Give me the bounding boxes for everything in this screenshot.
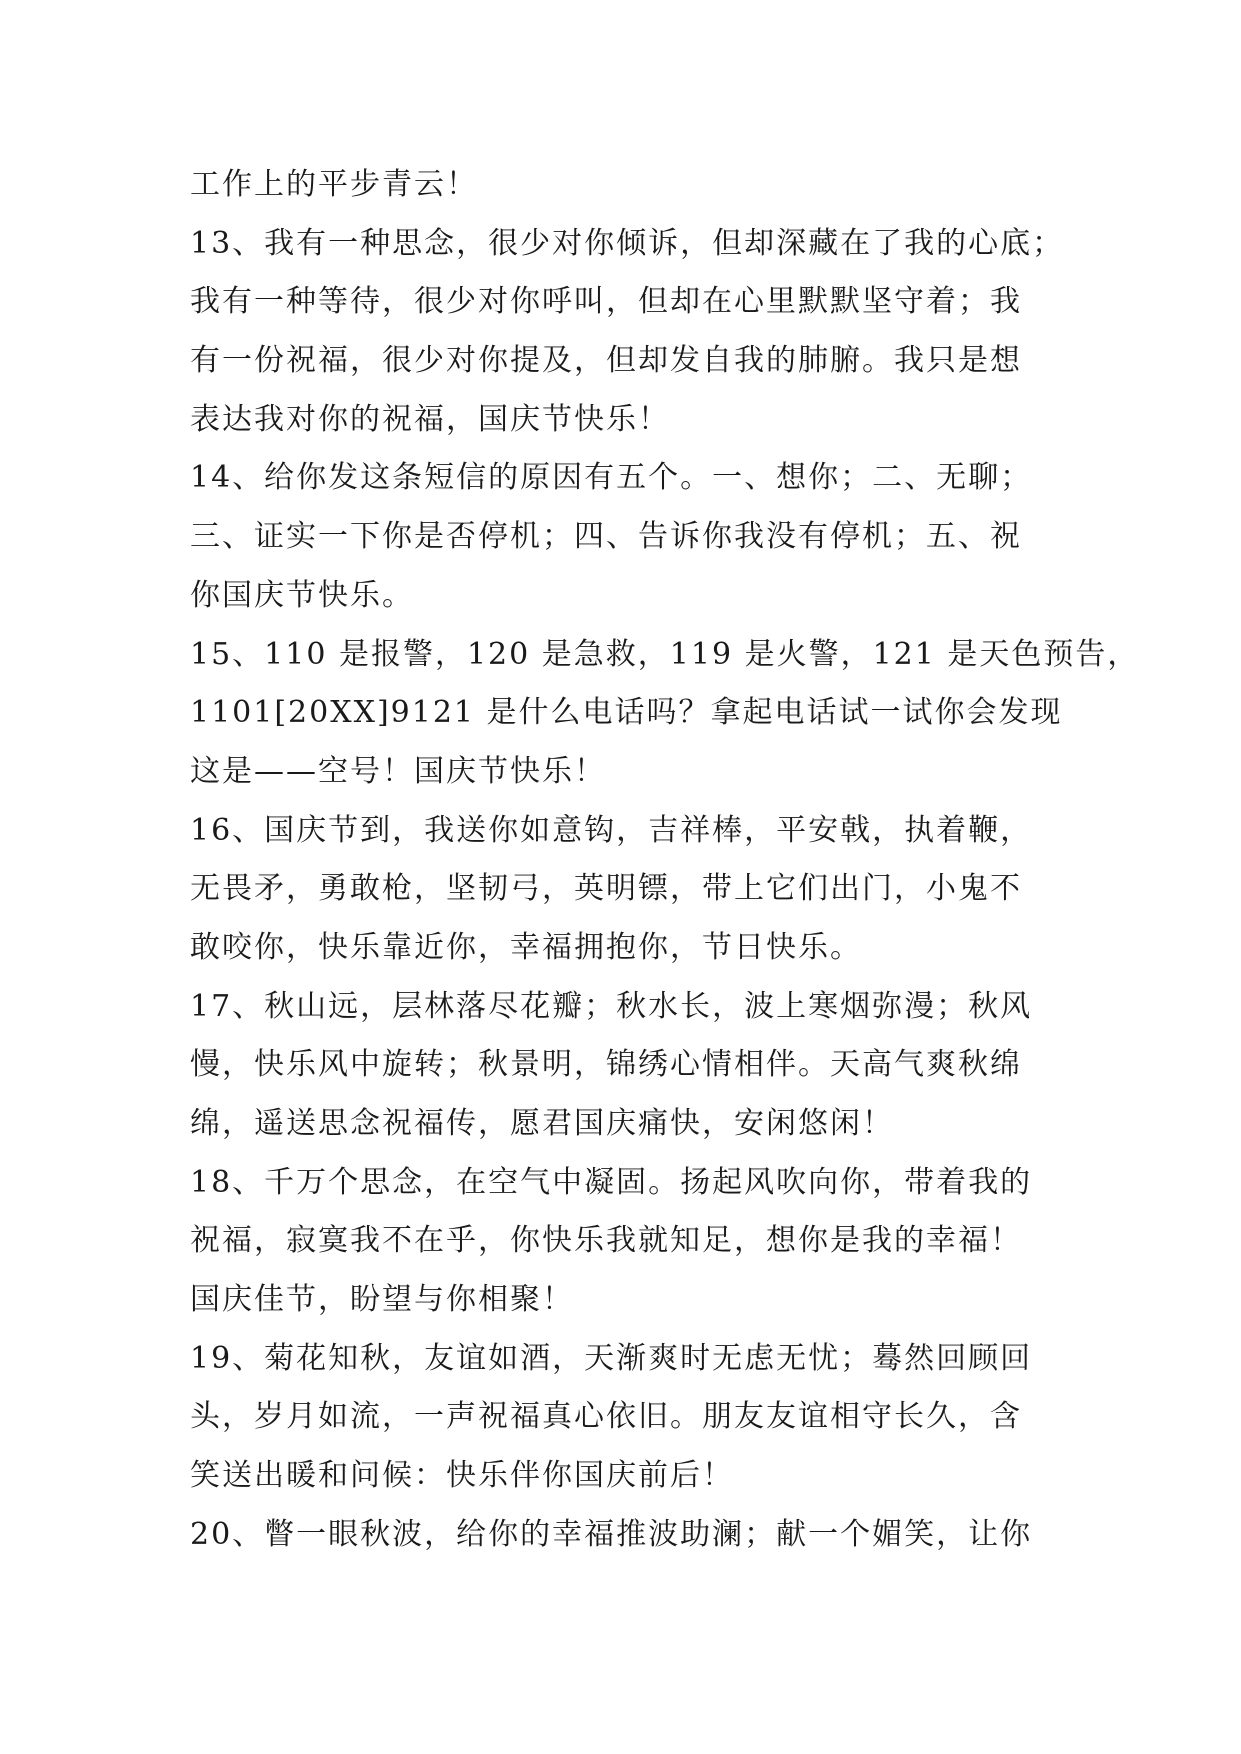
text-line: 13、我有一种思念，很少对你倾诉，但却深藏在了我的心底； [190, 225, 1065, 261]
text-line: 20、瞥一眼秋波，给你的幸福推波助澜；献一个媚笑，让你 [190, 1516, 1033, 1552]
text-line: 15、110 是报警，120 是急救，119 是火警，121 是天色预告， [190, 636, 1140, 672]
text-line: 三、证实一下你是否停机；四、告诉你我没有停机；五、祝 [190, 519, 1022, 555]
text-line: 这是——空号！国庆节快乐！ [190, 753, 606, 789]
text-line: 有一份祝福，很少对你提及，但却发自我的肺腑。我只是想 [190, 343, 1022, 379]
document-body [190, 156, 1140, 1565]
text-line: 慢，快乐风中旋转；秋景明，锦绣心情相伴。天高气爽秋绵 [190, 1047, 1022, 1083]
text-line: 1101[20XX]9121 是什么电话吗？拿起电话试一试你会发现 [190, 695, 1063, 731]
text-line: 17、秋山远，层林落尽花瓣；秋水长，波上寒烟弥漫；秋风 [190, 988, 1033, 1024]
text-line: 19、菊花知秋，友谊如酒，天渐爽时无虑无忧；蓦然回顾回 [190, 1340, 1033, 1376]
text-line: 无畏矛，勇敢枪，坚韧弓，英明镖，带上它们出门，小鬼不 [190, 871, 1022, 907]
text-line: 国庆佳节，盼望与你相聚！ [190, 1282, 574, 1318]
text-line: 敢咬你，快乐靠近你，幸福拥抱你，节日快乐。 [190, 929, 862, 965]
text-line: 16、国庆节到，我送你如意钩，吉祥棒，平安戟，执着鞭， [190, 812, 1033, 848]
text-line: 我有一种等待，很少对你呼叫，但却在心里默默坚守着；我 [190, 284, 1022, 320]
text-line: 头，岁月如流，一声祝福真心依旧。朋友友谊相守长久，含 [190, 1399, 1022, 1435]
text-line: 表达我对你的祝福，国庆节快乐！ [190, 401, 670, 437]
text-line: 笑送出暖和问候：快乐伴你国庆前后！ [190, 1458, 734, 1494]
text-line: 绵，遥送思念祝福传，愿君国庆痛快，安闲悠闲！ [190, 1106, 894, 1141]
text-line: 14、给你发这条短信的原因有五个。一、想你；二、无聊； [190, 460, 1033, 496]
text-line: 工作上的平步青云！ [190, 167, 478, 202]
text-line: 你国庆节快乐。 [190, 577, 414, 613]
text-line: 18、千万个思念，在空气中凝固。扬起风吹向你，带着我的 [190, 1164, 1033, 1200]
text-line: 祝福，寂寞我不在乎，你快乐我就知足，想你是我的幸福！ [190, 1223, 1022, 1259]
